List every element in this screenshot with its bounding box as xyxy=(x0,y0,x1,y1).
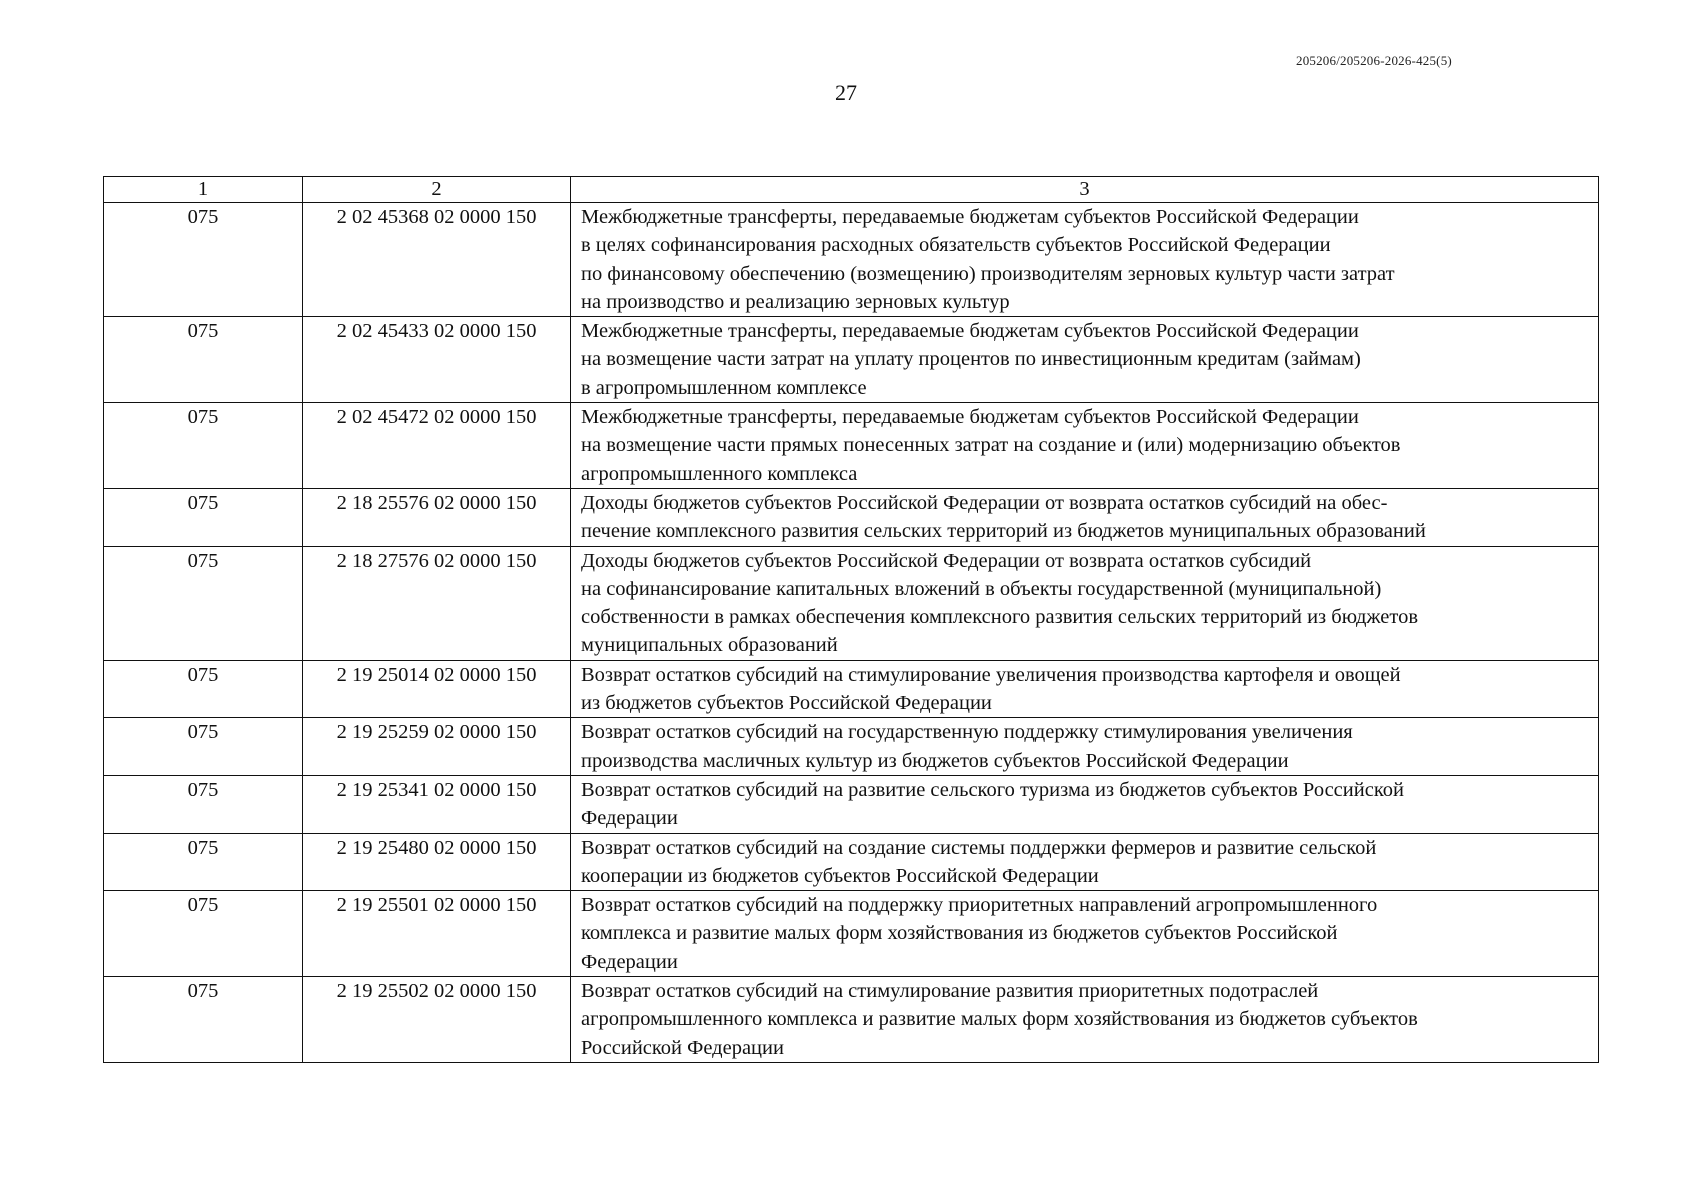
description-line: Федерации xyxy=(581,950,678,973)
description-line: на производство и реализацию зерновых культур xyxy=(581,290,1010,313)
revenue-code-cell: 2 19 25259 02 0000 150 xyxy=(303,718,571,776)
revenue-code-cell: 2 18 27576 02 0000 150 xyxy=(303,546,571,660)
document-id: 205206/205206-2026-425(5) xyxy=(1296,53,1452,68)
table-row xyxy=(104,977,1599,1063)
revenue-code-cell: 2 19 25014 02 0000 150 xyxy=(303,660,571,718)
revenue-code-cell: 2 19 25501 02 0000 150 xyxy=(303,891,571,977)
description-line: Российской Федерации xyxy=(581,1036,784,1059)
description-line: Доходы бюджетов субъектов Российской Федерации от возврата остатков субсидий на обес- xyxy=(581,491,1388,514)
admin-code-cell: 075 xyxy=(104,660,303,718)
description-line: собственности в рамках обеспечения комплексного развития сельских территорий из бюджетов xyxy=(581,606,1419,629)
description-line: агропромышленного комплекса и развитие малых форм хозяйствования из бюджетов субъектов xyxy=(581,1008,1418,1031)
revenue-code-cell: 2 02 45433 02 0000 150 xyxy=(303,317,571,403)
admin-code-cell: 075 xyxy=(104,977,303,1063)
description-line: в целях софинансирования расходных обязательств субъектов Российской Федерации xyxy=(581,234,1331,257)
description-line: агропромышленного комплекса xyxy=(581,462,858,485)
admin-code-cell: 075 xyxy=(104,833,303,891)
revenue-name-cell xyxy=(571,546,1599,660)
admin-code-cell: 075 xyxy=(104,718,303,776)
description-line: на возмещение части прямых понесенных затрат на создание и (или) модернизацию объектов xyxy=(581,434,1401,457)
description-line: Межбюджетные трансферты, передаваемые бюджетам субъектов Российской Федерации xyxy=(581,206,1359,228)
column-header-3: 3 xyxy=(571,177,1599,203)
table-row xyxy=(104,891,1599,977)
description-line: Доходы бюджетов субъектов Российской Федерации от возврата остатков субсидий xyxy=(581,549,1312,572)
table-header-row xyxy=(104,177,1599,203)
description-line: на возмещение части затрат на уплату процентов по инвестиционным кредитам (займам) xyxy=(581,348,1361,371)
admin-code-cell: 075 xyxy=(104,317,303,403)
admin-code-cell: 075 xyxy=(104,775,303,833)
revenue-name-cell xyxy=(571,488,1599,546)
revenue-name-cell xyxy=(571,203,1599,317)
table-row xyxy=(104,833,1599,891)
description-line: печение комплексного развития сельских территорий из бюджетов муниципальных образований xyxy=(581,520,1426,543)
table-row xyxy=(104,403,1599,489)
description-line: Межбюджетные трансферты, передаваемые бюджетам субъектов Российской Федерации xyxy=(581,406,1359,429)
description-line: в агропромышленном комплексе xyxy=(581,376,867,399)
admin-code-cell: 075 xyxy=(104,488,303,546)
description-line: муниципальных образований xyxy=(581,634,838,657)
table-row xyxy=(104,660,1599,718)
description-line: Межбюджетные трансферты, передаваемые бюджетам субъектов Российской Федерации xyxy=(581,320,1359,343)
revenue-code-cell: 2 19 25502 02 0000 150 xyxy=(303,977,571,1063)
description-line: из бюджетов субъектов Российской Федерации xyxy=(581,692,992,715)
budget-classification-table xyxy=(103,176,1599,1063)
admin-code-cell: 075 xyxy=(104,891,303,977)
description-line: по финансовому обеспечению (возмещению) производителям зерновых культур части затрат xyxy=(581,262,1395,285)
description-line: производства масличных культур из бюджетов субъектов Российской Федерации xyxy=(581,749,1289,772)
revenue-name-cell xyxy=(571,317,1599,403)
description-line: Возврат остатков субсидий на поддержку приоритетных направлений агропромышленного xyxy=(581,894,1378,917)
column-header-1: 1 xyxy=(104,177,303,203)
revenue-name-cell xyxy=(571,718,1599,776)
revenue-code-cell: 2 02 45368 02 0000 150 xyxy=(303,203,571,317)
revenue-name-cell xyxy=(571,775,1599,833)
revenue-name-cell xyxy=(571,660,1599,718)
revenue-name-cell xyxy=(571,403,1599,489)
revenue-name-cell xyxy=(571,891,1599,977)
description-line: кооперации из бюджетов субъектов Российской Федерации xyxy=(581,864,1099,887)
description-line: комплекса и развитие малых форм хозяйствования из бюджетов субъектов Российской xyxy=(581,922,1338,945)
description-line: Возврат остатков субсидий на создание системы поддержки фермеров и развитие сельской xyxy=(581,836,1377,859)
admin-code-cell: 075 xyxy=(104,203,303,317)
revenue-code-cell: 2 02 45472 02 0000 150 xyxy=(303,403,571,489)
revenue-code-cell: 2 19 25480 02 0000 150 xyxy=(303,833,571,891)
description-line: на софинансирование капитальных вложений в объекты государственной (муниципальной) xyxy=(581,577,1382,600)
page-number: 27 xyxy=(835,80,857,105)
revenue-code-cell: 2 18 25576 02 0000 150 xyxy=(303,488,571,546)
admin-code-cell: 075 xyxy=(104,403,303,489)
revenue-code-cell: 2 19 25341 02 0000 150 xyxy=(303,775,571,833)
table-row xyxy=(104,718,1599,776)
description-line: Возврат остатков субсидий на стимулирование развития приоритетных подотраслей xyxy=(581,980,1319,1003)
table-row xyxy=(104,203,1599,317)
description-line: Федерации xyxy=(581,807,678,830)
description-line: Возврат остатков субсидий на государственную поддержку стимулирования увеличения xyxy=(581,721,1353,744)
revenue-name-cell xyxy=(571,977,1599,1063)
table-row xyxy=(104,546,1599,660)
description-line: Возврат остатков субсидий на стимулирование увеличения производства картофеля и овощей xyxy=(581,663,1401,686)
revenue-name-cell xyxy=(571,833,1599,891)
description-line: Возврат остатков субсидий на развитие сельского туризма из бюджетов субъектов Российской xyxy=(581,778,1404,801)
admin-code-cell: 075 xyxy=(104,546,303,660)
table-row xyxy=(104,317,1599,403)
table-row xyxy=(104,775,1599,833)
table-row xyxy=(104,488,1599,546)
column-header-2: 2 xyxy=(303,177,571,203)
